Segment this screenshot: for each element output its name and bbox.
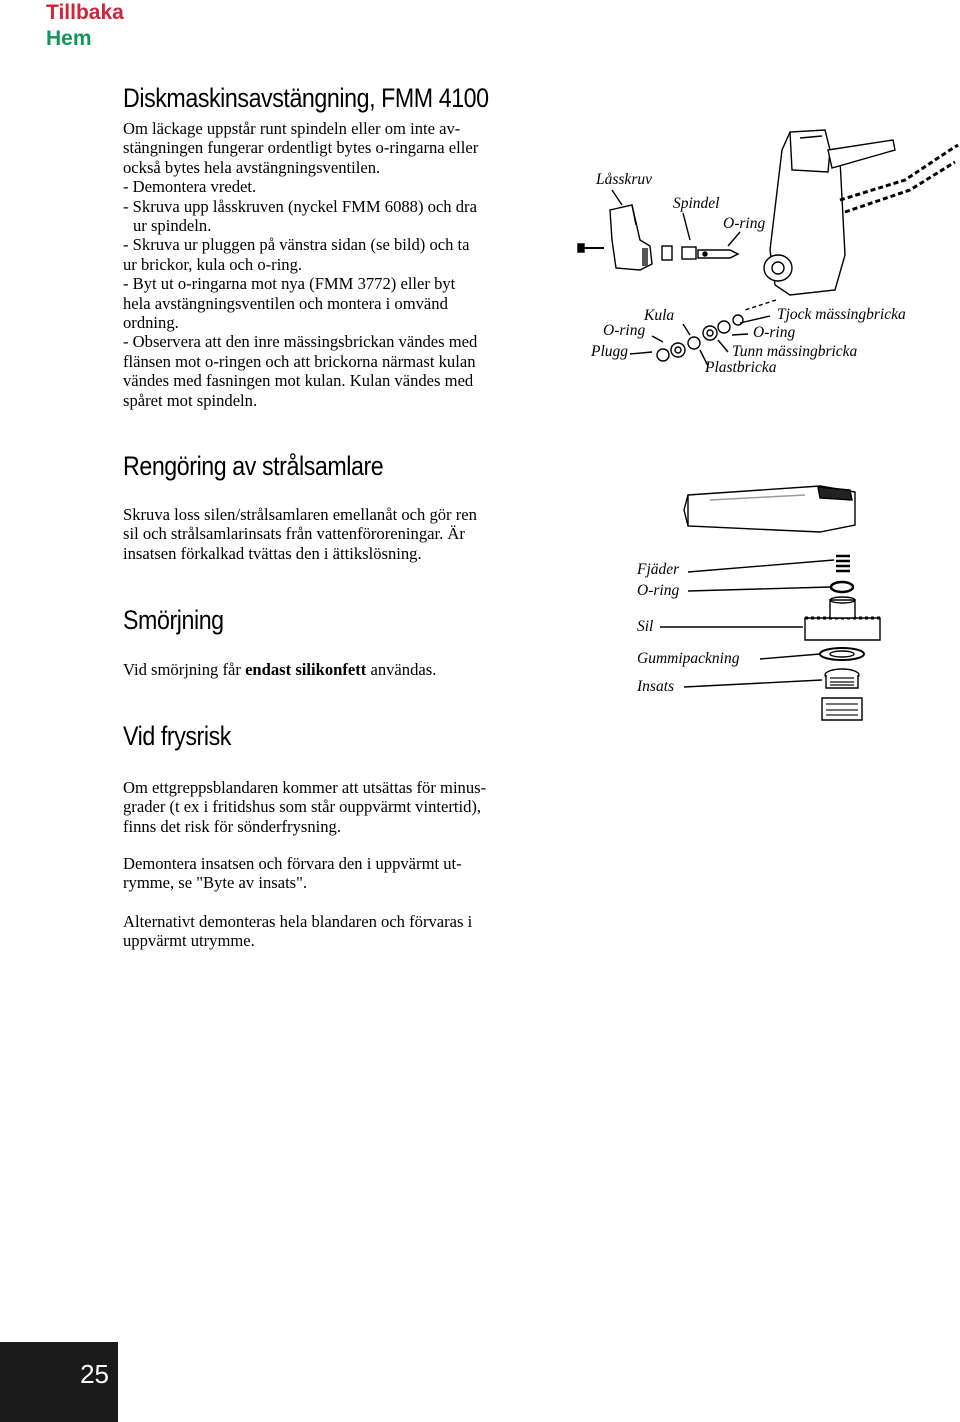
section-title-diskmaskinsavstangning: Diskmaskinsavstängning, FMM 4100 [123,83,489,113]
text-line: ordning. [123,313,179,333]
smorjning-text-end: användas. [366,660,437,679]
text-line: grader (t ex i fritidshus som står ouppvärmt vintertid), [123,797,482,817]
back-link[interactable]: Tillbaka [46,1,124,24]
label-oring: O-ring [637,582,680,599]
text-line: spåret mot spindeln. [123,390,258,410]
label-insats: Insats [637,678,675,695]
shower-head-drawing [660,486,880,720]
smorjning-text-bold: endast silikonfett [245,660,367,679]
label-tjock-massingbricka: Tjock mässingbricka [777,306,906,323]
section2-body [123,505,477,563]
smorjning-text [123,660,436,679]
text-line: uppvärmt utrymme. [123,931,255,951]
label-plugg: Plugg [591,343,629,360]
home-link[interactable]: Hem [46,27,92,50]
text-line: vändes med fasningen mot kulan. Kulan vändes med [123,371,474,391]
text-line: ur brickor, kula och o-ring. [123,254,303,274]
text-line: ur spindeln. [133,216,212,236]
text-line: Skruva loss silen/strålsamlaren emellanåt och gör ren [123,505,477,524]
text-line: stängningen fungerar ordentligt bytes o-ringarna eller [123,138,479,158]
text-line: Om ettgreppsblandaren kommer att utsättas för minus- [123,778,487,797]
label-oring-right: O-ring [753,324,796,341]
text-line: Alternativt demonteras hela blandaren och förvaras i [123,912,473,931]
label-fjader: Fjäder [637,561,680,578]
label-kula: Kula [644,307,675,324]
frysrisk-paragraph-1 [123,778,486,836]
page-number: 25 [80,1359,109,1389]
label-oring-left: O-ring [603,322,646,339]
text-line: Demontera insatsen och förvara den i uppvärmt ut- [123,854,462,873]
text-line: - Demontera vredet. [123,177,257,197]
frysrisk-paragraph-3 [123,912,472,951]
text-line: sil och strålsamlarinsats från vattenföroreningar. Är [123,524,465,544]
text-line: - Skruva upp låsskruven (nyckel FMM 6088) och dra [123,196,477,216]
label-spindel: Spindel [673,195,720,212]
text-line: rymme, se "Byte av insats". [123,873,308,893]
label-sil: Sil [637,618,654,635]
text-line: insatsen förkalkad tvättas den i ättikslösning. [123,543,422,563]
section-title-smorjning: Smörjning [123,605,224,635]
section-title-vid-frysrisk: Vid frysrisk [123,721,231,751]
smorjning-text-start: Vid smörjning får [123,660,246,679]
text-line: - Observera att den inre mässingsbrickan vändes med [123,332,478,352]
label-gummipackning: Gummipackning [637,650,740,667]
page-number-box [0,1342,118,1422]
text-line: finns det risk för sönderfrysning. [123,816,341,836]
text-line: - Skruva ur pluggen på vänstra sidan (se bild) och ta [123,235,470,255]
label-lasskruv: Låsskruv [596,171,652,188]
frysrisk-paragraph-2 [123,854,462,893]
text-line: - Byt ut o-ringarna mot nya (FMM 3772) eller byt [123,274,456,294]
text-line: också bytes hela avstängningsventilen. [123,157,381,177]
text-line: hela avstängningsventilen och montera i omvänd [123,293,448,313]
text-line: Om läckage uppstår runt spindeln eller om inte av- [123,119,461,138]
label-tunn-massingbricka: Tunn mässingbricka [732,343,858,360]
label-oring-top: O-ring [723,215,766,232]
section-title-rengoring: Rengöring av strålsamlare [123,451,384,481]
text-line: flänsen mot o-ringen och att brickorna närmast kulan [123,351,476,371]
label-plastbricka: Plastbricka [705,359,777,376]
